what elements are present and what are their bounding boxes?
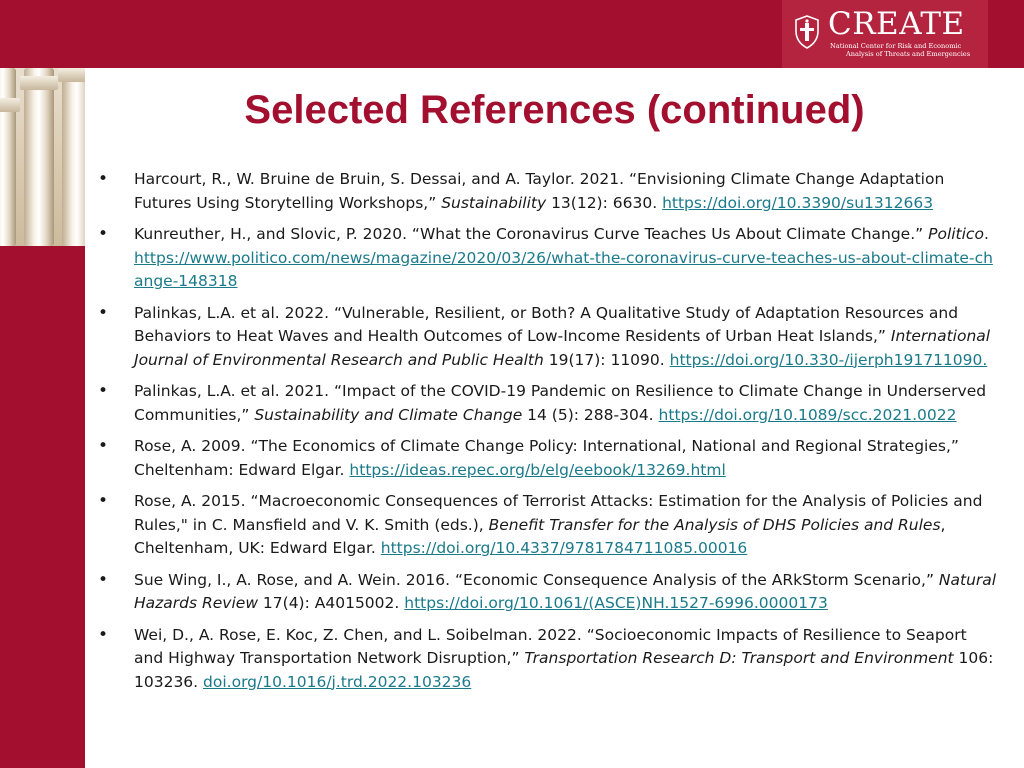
- reference-details: , Cheltenham, UK: Edward Elgar.: [134, 515, 946, 557]
- reference-link[interactable]: https://doi.org/10.3390/su1312663: [662, 193, 934, 212]
- reference-item: [98, 569, 998, 616]
- bullet-icon: •: [98, 381, 109, 401]
- bullet-icon: •: [98, 624, 109, 645]
- reference-link[interactable]: https://www.politico.com/news/magazine/2020/03/26/what-the-coronavirus-curve-teaches-us-about-climate-change-148318: [134, 248, 993, 290]
- reference-details: 17(4): A4015002.: [258, 594, 405, 612]
- reference-item: [98, 223, 998, 294]
- bullet-icon: •: [98, 436, 109, 456]
- reference-journal: Natural Hazards Review: [134, 570, 997, 612]
- seal-icon: [794, 15, 820, 49]
- side-banner: [0, 246, 85, 768]
- reference-text: Kunreuther, H., and Slovic, P. 2020. “What the Coronavirus Curve Teaches Us About Climate Change.”: [134, 225, 929, 243]
- reference-text: Wei, D., A. Rose, E. Koc, Z. Chen, and L. Soibelman. 2022. “Socioeconomic Impacts of Resilience to Seaport and Highway Transportation Network Disruption,”: [134, 625, 967, 667]
- reference-link[interactable]: doi.org/10.1016/j.trd.2022.103236: [203, 672, 472, 691]
- reference-details: 19(17): 11090.: [543, 350, 670, 369]
- slide-title: Selected References (continued): [244, 88, 865, 132]
- reference-text: Palinkas, L.A. et al. 2021. “Impact of the COVID-19 Pandemic on Resilience to Climate Change in Underserved Communities,”: [134, 382, 987, 424]
- reference-details: .: [983, 225, 989, 243]
- bullet-icon: •: [98, 224, 109, 244]
- reference-link[interactable]: https://doi.org/10.1061/(ASCE)NH.1527-6996.0000173: [404, 594, 828, 612]
- bullet-icon: •: [98, 302, 109, 323]
- reference-text: Harcourt, R., W. Bruine de Bruin, S. Dessai, and A. Taylor. 2021. “Envisioning Climate Change Adaptation Futures Using Storytelling Workshops,”: [134, 170, 945, 212]
- reference-journal: Sustainability and Climate Change: [254, 405, 523, 424]
- reference-link[interactable]: https://doi.org/10.1089/scc.2021.0022: [658, 405, 957, 424]
- reference-item: [98, 435, 998, 482]
- reference-journal: Sustainability: [441, 193, 547, 212]
- reference-link[interactable]: https://doi.org/10.4337/9781784711085.00016: [380, 539, 748, 557]
- create-logo: [782, 0, 988, 68]
- bullet-icon: •: [98, 169, 109, 189]
- reference-link[interactable]: https://doi.org/10.330-/ijerph191711090.: [669, 350, 988, 369]
- logo-subtitle-line2: Analysis of Threats and Emergencies: [846, 50, 971, 58]
- reference-details: 13(12): 6630.: [546, 193, 663, 212]
- reference-details: 106: 103236.: [134, 649, 994, 691]
- reference-item: [98, 302, 998, 373]
- logo-subtitle-line1: National Center for Risk and Economic: [830, 42, 962, 50]
- reference-journal: Benefit Transfer for the Analysis of DHS Policies and Rules: [488, 515, 941, 534]
- columns-photo: [0, 68, 85, 246]
- logo-subtitle: [830, 42, 982, 58]
- reference-text: Rose, A. 2015. “Macroeconomic Consequences of Terrorist Attacks: Estimation for the Analysis of Policies and Rules," in C. Mansfield and V. K. Smith (eds.),: [134, 492, 983, 534]
- reference-link[interactable]: https://ideas.repec.org/b/elg/eebook/13269.html: [349, 460, 726, 479]
- reference-text: Sue Wing, I., A. Rose, and A. Wein. 2016. “Economic Consequence Analysis of the ARkStorm Scenario,”: [134, 570, 939, 589]
- reference-journal: Politico: [928, 225, 984, 243]
- reference-item: [98, 168, 998, 215]
- reference-details: 14 (5): 288-304.: [522, 405, 659, 424]
- bullet-icon: •: [98, 491, 109, 511]
- reference-journal: International Journal of Environmental Research and Public Health: [134, 327, 991, 369]
- reference-item: [98, 380, 998, 427]
- bullet-icon: •: [98, 569, 109, 590]
- reference-text: Palinkas, L.A. et al. 2022. “Vulnerable, Resilient, or Both? A Qualitative Study of Adaptation Resources and Behaviors to Heat Waves and Health Outcomes of Low-Income Residents of Urban Heat Islands,”: [134, 303, 959, 345]
- reference-text: Rose, A. 2009. “The Economics of Climate Change Policy: International, National and Regional Strategies,” Cheltenham: Edward Elgar.: [134, 437, 959, 479]
- reference-item: [98, 490, 998, 561]
- reference-item: [98, 624, 998, 695]
- logo-title: CREATE: [828, 6, 965, 42]
- reference-list: [98, 168, 998, 702]
- reference-journal: Transportation Research D: Transport and Environment: [524, 649, 954, 667]
